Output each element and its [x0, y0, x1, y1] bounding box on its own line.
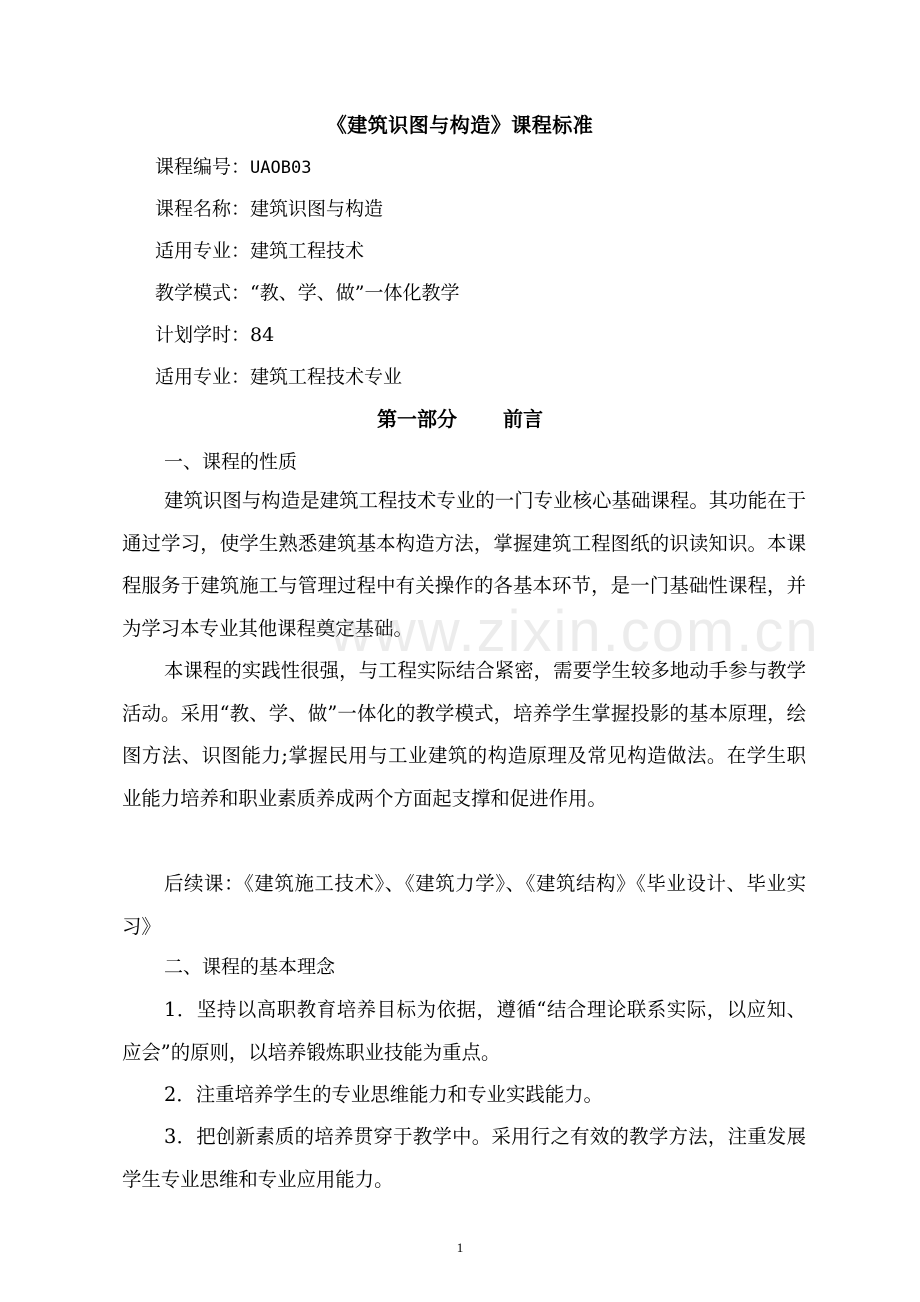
part-name: 前言 [503, 407, 543, 431]
meta-value: “教、学、做”一体化教学 [250, 282, 460, 304]
paragraph-follow-up-courses: 后续课：《建筑施工技术》、《建筑力学》、《建筑结构》《毕业设计、毕业实习》 [122, 872, 806, 938]
meta-value: 建筑识图与构造 [250, 198, 384, 220]
watermark: www.zixin.com.cn [330, 599, 820, 664]
meta-teaching-mode [155, 276, 459, 310]
meta-major [155, 234, 364, 268]
meta-course-name [155, 192, 383, 226]
part-number: 第一部分 [377, 407, 457, 431]
meta-value: 建筑工程技术专业 [250, 366, 403, 388]
paragraph-course-nature: 建筑识图与构造是建筑工程技术专业的一门专业核心基础课程。其功能在于通过学习，使学生熟悉建筑基本构造方法，掌握建筑工程图纸的识读知识。本课程服务于建筑施工与管理过程中有关操作的各基本环节，是一门基础性课程，并为学习本专业其他课程奠定基础。 [122, 489, 806, 640]
meta-label: 适用专业： [155, 240, 251, 262]
meta-value: 84 [250, 324, 275, 346]
paragraph-principle-2: 2．注重培养学生的专业思维能力和专业实践能力。 [164, 1083, 603, 1106]
part-heading [0, 402, 920, 436]
meta-course-code [155, 150, 311, 185]
page-number: 1 [456, 1240, 464, 1255]
meta-value: 建筑工程技术 [250, 240, 365, 262]
section2-heading: 二、课程的基本理念 [164, 956, 336, 978]
meta-label: 适用专业： [155, 366, 251, 388]
meta-label: 计划学时： [155, 324, 251, 346]
meta-planned-hours [155, 318, 274, 352]
paragraph-course-practice: 本课程的实践性很强，与工程实际结合紧密，需要学生较多地动手参与教学活动。采用“教、学、做”一体化的教学模式，培养学生掌握投影的基本原理，绘图方法、识图能力;掌握民用与工业建筑的构造原理及常见构造做法。在学生职业能力培养和职业素质养成两个方面起支撑和促进作用。 [122, 659, 806, 810]
paragraph-principle-1: 1．坚持以高职教育培养目标为依据，遵循“结合理论联系实际，以应知、应会”的原则，以培养锻炼职业技能为重点。 [122, 998, 806, 1064]
meta-label: 课程名称： [155, 198, 251, 220]
meta-applicable-major [155, 360, 402, 394]
meta-label: 课程编号： [155, 156, 251, 178]
document-title: 《建筑识图与构造》课程标准 [326, 113, 594, 137]
meta-value: UAOB03 [250, 158, 312, 178]
paragraph-principle-3: 3．把创新素质的培养贯穿于教学中。采用行之有效的教学方法，注重发展学生专业思维和专业应用能力。 [122, 1125, 806, 1191]
meta-label: 教学模式： [155, 282, 251, 304]
section1-heading: 一、课程的性质 [164, 451, 298, 473]
